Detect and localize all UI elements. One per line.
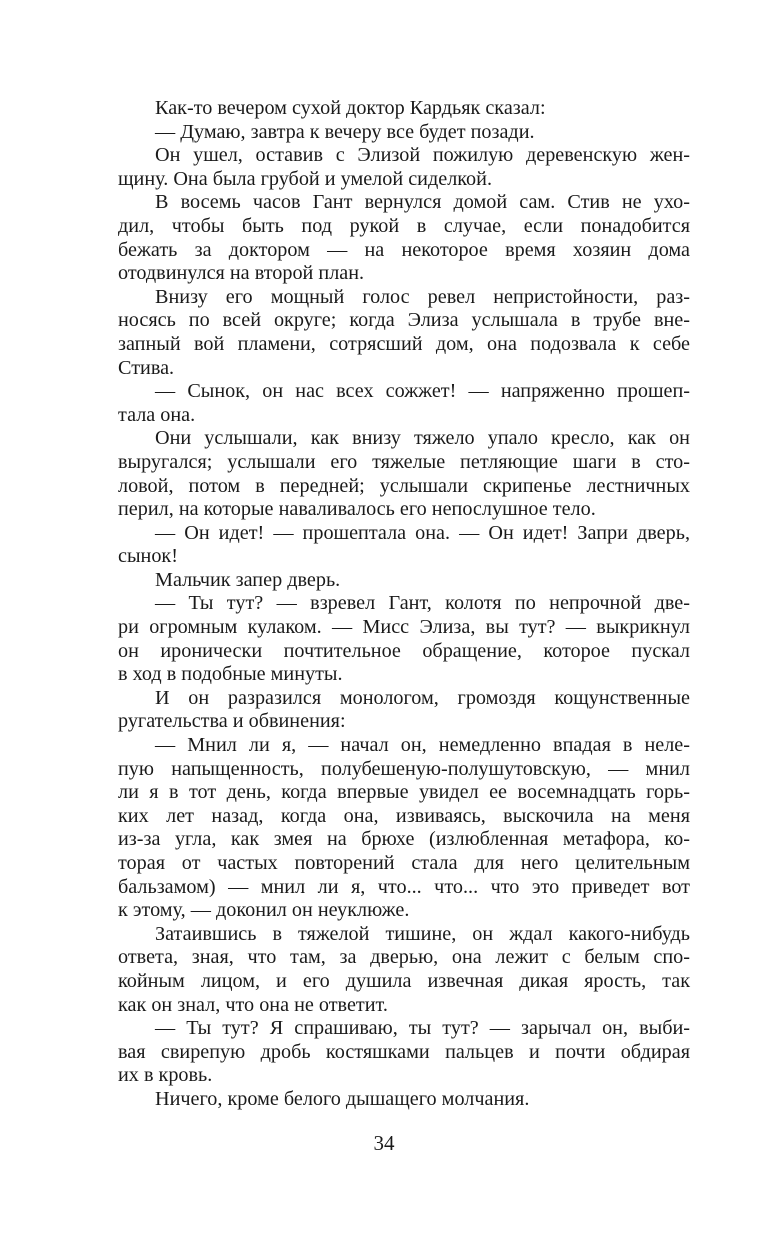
text-line: отодвинулся на второй план. (118, 262, 365, 285)
text-line: — Сынок, он нас всех сожжет! — напряженно прошеп- (155, 380, 690, 403)
text-line: ли я в тот день, когда впервые увидел ее восемнадцать горь- (118, 781, 690, 804)
text-line: в ход в подобные минуты. (118, 663, 343, 686)
text-line: тала она. (118, 403, 196, 426)
text-line: ких лет назад, когда она, извиваясь, выскочила на меня (118, 804, 690, 827)
text-line: Ничего, кроме белого дышащего молчания. (155, 1087, 530, 1110)
text-line: дил, чтобы быть под рукой в случае, если понадобится (118, 214, 690, 237)
text-line: носясь по всей округе; когда Элиза услышала в трубе вне- (118, 309, 690, 332)
text-line: Стива. (118, 356, 175, 379)
text-line: их в кровь. (118, 1064, 213, 1087)
text-line: бальзамом) — мнил ли я, что... что... что это приведет вот (118, 875, 690, 898)
text-line: Мальчик запер дверь. (155, 568, 341, 591)
page-number: 34 (373, 1131, 395, 1155)
text-line: ловой, потом в передней; услышали скрипенье лестничных (118, 474, 690, 497)
text-line: ругательства и обвинения: (118, 710, 346, 733)
text-line: — Он идет! — прошептала она. — Он идет! Запри дверь, (155, 521, 690, 544)
text-line: Как-то вечером сухой доктор Кардьяк сказал: (155, 97, 546, 119)
text-line: И он разразился монологом, громоздя кощунственные (155, 686, 690, 709)
text-line: Внизу его мощный голос ревел непристойности, раз- (155, 285, 690, 308)
text-line: щину. Она была грубой и умелой сиделкой. (118, 167, 492, 190)
text-line: к этому, — доконил он неуклюже. (118, 899, 410, 922)
text-line: он иронически почтительное обращение, которое пускал (118, 639, 690, 662)
text-line: Он ушел, оставив с Элизой пожилую деревенскую жен- (155, 144, 690, 167)
text-line: из-за угла, как змея на брюхе (излюбленная метафора, ко- (118, 828, 690, 851)
text-line: сынок! (118, 545, 178, 568)
text-line: пую напыщенность, полубешеную-полушутовскую, — мнил (118, 757, 690, 780)
text-line: вая свирепую дробь костяшками пальцев и почти обдирая (118, 1040, 690, 1063)
text-line: — Ты тут? Я спрашиваю, ты тут? — зарычал он, выби- (155, 1017, 690, 1040)
text-line: выругался; услышали его тяжелые петляющие шаги в сто- (118, 450, 690, 473)
text-line: койным лицом, и его душила извечная дикая ярость, так (118, 969, 690, 992)
text-line: бежать за доктором — на некоторое время хозяин дома (118, 238, 690, 261)
text-line: Они услышали, как внизу тяжело упало кресло, как он (155, 427, 690, 450)
page-text (118, 97, 690, 1112)
text-line: ответа, зная, что там, за дверью, она лежит с белым спо- (118, 946, 690, 969)
text-line: Затаившись в тяжелой тишине, он ждал какого-нибудь (155, 922, 690, 945)
text-line: торая от частых повторений стала для него целительным (118, 852, 690, 874)
text-line: — Ты тут? — взревел Гант, колотя по непрочной две- (155, 592, 690, 615)
text-line: ри огромным кулаком. — Мисс Элиза, вы тут? — выкрикнул (118, 616, 690, 639)
text-line: — Мнил ли я, — начал он, немедленно впадая в неле- (155, 734, 690, 757)
text-line: — Думаю, завтра к вечеру все будет позади. (155, 120, 535, 143)
text-line: В восемь часов Гант вернулся домой сам. Стив не ухо- (155, 191, 690, 214)
text-line: как он знал, что она не ответит. (118, 993, 388, 1016)
text-line: запный вой пламени, сотрясший дом, она подозвала к себе (118, 332, 690, 355)
text-line: перил, на которые наваливалось его непослушное тело. (118, 498, 596, 521)
